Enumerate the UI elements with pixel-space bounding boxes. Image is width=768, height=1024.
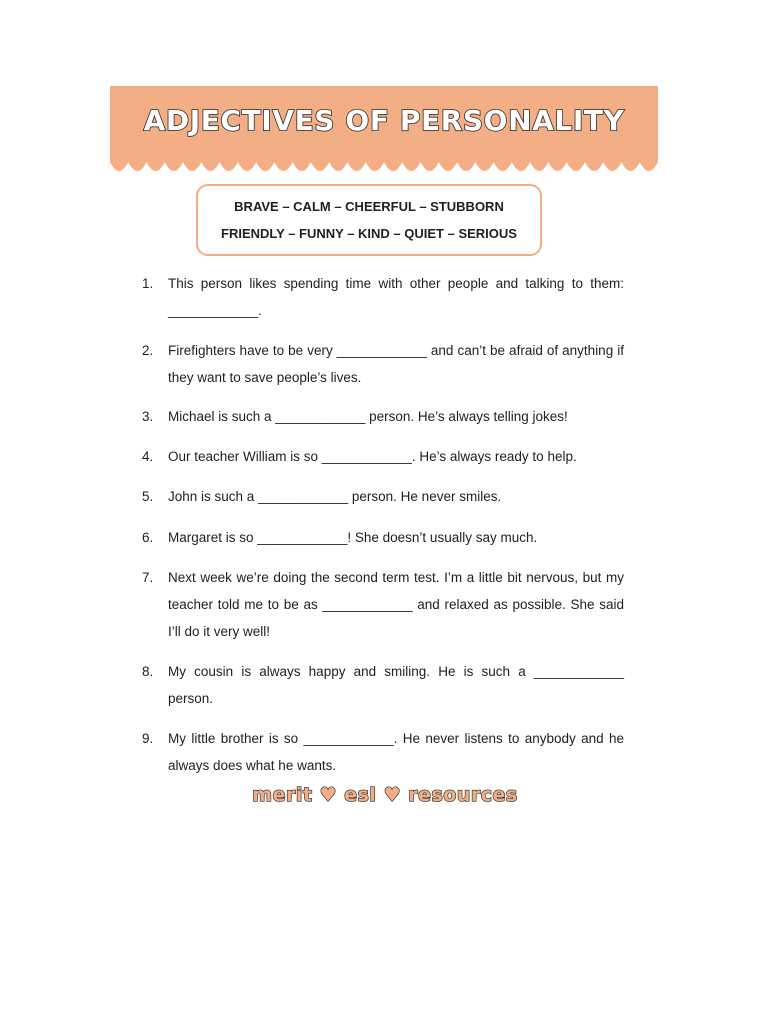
- brand-footer: [240, 784, 530, 806]
- question-number: 5.: [142, 489, 154, 504]
- brand-word: resources: [408, 784, 518, 806]
- word-bank-line-1: BRAVE – CALM – CHEERFUL – STUBBORN: [234, 199, 504, 214]
- question-text: Our teacher William is so ____________. He’s always ready to help.: [168, 449, 577, 464]
- question-number: 8.: [142, 664, 154, 679]
- word-bank-line-2: FRIENDLY – FUNNY – KIND – QUIET – SERIOUS: [221, 226, 517, 241]
- question-number: 1.: [142, 276, 154, 291]
- question-text: Firefighters have to be very ____________ and can’t be afraid of anything if they want to save people’s lives.: [168, 343, 624, 385]
- question-number: 4.: [142, 449, 154, 464]
- brand-word: merit: [252, 784, 313, 806]
- question-text: This person likes spending time with other people and talking to them: ____________.: [168, 276, 624, 318]
- question-item: [142, 564, 624, 645]
- question-item: [142, 403, 624, 430]
- question-text: My cousin is always happy and smiling. He is such a ____________ person.: [168, 664, 624, 706]
- question-text: Margaret is so ____________! She doesn’t usually say much.: [168, 530, 538, 545]
- heart-icon: ♥: [319, 784, 338, 806]
- question-item: [142, 270, 624, 324]
- question-text: John is such a ____________ person. He never smiles.: [168, 489, 502, 504]
- question-text: My little brother is so ____________. He never listens to anybody and he always does what he wants.: [168, 731, 624, 773]
- banner-scallop-edge: [110, 162, 658, 172]
- question-number: 2.: [142, 343, 154, 358]
- question-number: 7.: [142, 570, 154, 585]
- question-text: Next week we’re doing the second term test. I’m a little bit nervous, but my teacher told me to be as ____________ and relaxed as possible. She said I’ll do it very well!: [168, 570, 624, 639]
- question-item: [142, 658, 624, 712]
- title-banner: [110, 86, 658, 162]
- question-item: [142, 337, 624, 391]
- brand-word: esl: [344, 784, 377, 806]
- heart-icon: ♥: [383, 784, 402, 806]
- page-title: ADJECTIVES OF PERSONALITY: [143, 103, 625, 137]
- question-number: 6.: [142, 530, 154, 545]
- question-item: [142, 725, 624, 779]
- question-number: 3.: [142, 409, 154, 424]
- word-bank: [196, 184, 542, 256]
- question-text: Michael is such a ____________ person. He’s always telling jokes!: [168, 409, 568, 424]
- question-item: [142, 443, 624, 470]
- question-item: [142, 483, 624, 510]
- question-number: 9.: [142, 731, 154, 746]
- question-item: [142, 524, 624, 551]
